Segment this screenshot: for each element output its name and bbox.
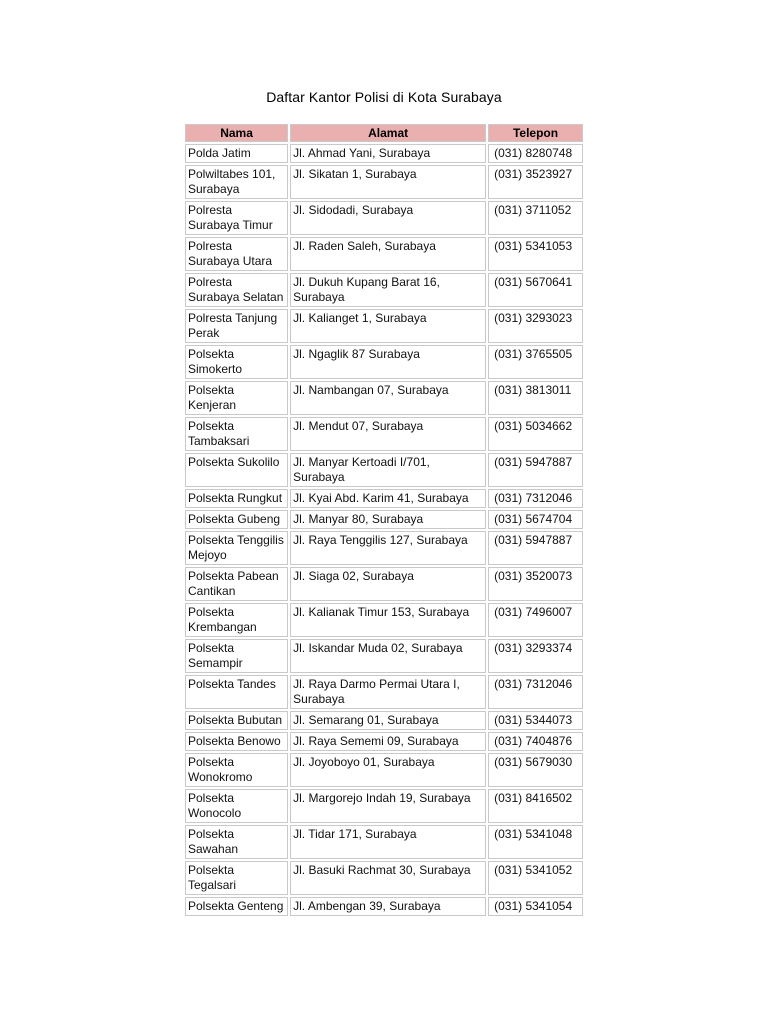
cell-alamat: Jl. Ambengan 39, Surabaya [290, 897, 486, 916]
cell-nama: Polsekta Sukolilo [185, 453, 288, 487]
cell-nama: Polwiltabes 101, Surabaya [185, 165, 288, 199]
table-row [185, 201, 583, 235]
cell-nama: Polsekta Tegalsari [185, 861, 288, 895]
table-row [185, 639, 583, 673]
cell-alamat: Jl. Raya Tenggilis 127, Surabaya [290, 531, 486, 565]
cell-telepon: (031) 7496007 [488, 603, 583, 637]
cell-alamat: Jl. Siaga 02, Surabaya [290, 567, 486, 601]
cell-nama: Polsekta Rungkut [185, 489, 288, 508]
cell-alamat: Jl. Joyoboyo 01, Surabaya [290, 753, 486, 787]
cell-alamat: Jl. Kalianak Timur 153, Surabaya [290, 603, 486, 637]
cell-alamat: Jl. Dukuh Kupang Barat 16, Surabaya [290, 273, 486, 307]
cell-alamat: Jl. Mendut 07, Surabaya [290, 417, 486, 451]
table-row [185, 825, 583, 859]
cell-nama: Polsekta Tandes [185, 675, 288, 709]
cell-alamat: Jl. Semarang 01, Surabaya [290, 711, 486, 730]
table-row [185, 345, 583, 379]
cell-alamat: Jl. Raya Sememi 09, Surabaya [290, 732, 486, 751]
table-row [185, 861, 583, 895]
cell-alamat: Jl. Sikatan 1, Surabaya [290, 165, 486, 199]
cell-telepon: (031) 3813011 [488, 381, 583, 415]
cell-nama: Polsekta Gubeng [185, 510, 288, 529]
cell-nama: Polsekta Tambaksari [185, 417, 288, 451]
cell-telepon: (031) 3293023 [488, 309, 583, 343]
cell-telepon: (031) 7312046 [488, 489, 583, 508]
cell-alamat: Jl. Raden Saleh, Surabaya [290, 237, 486, 271]
cell-nama: Polresta Surabaya Utara [185, 237, 288, 271]
cell-nama: Polresta Surabaya Timur [185, 201, 288, 235]
table-row [185, 510, 583, 529]
column-header-telepon: Telepon [488, 124, 583, 142]
cell-telepon: (031) 5034662 [488, 417, 583, 451]
cell-nama: Polsekta Pabean Cantikan [185, 567, 288, 601]
cell-nama: Polsekta Sawahan [185, 825, 288, 859]
cell-alamat: Jl. Ahmad Yani, Surabaya [290, 144, 486, 163]
cell-nama: Polsekta Semampir [185, 639, 288, 673]
cell-alamat: Jl. Raya Darmo Permai Utara I, Surabaya [290, 675, 486, 709]
cell-telepon: (031) 5679030 [488, 753, 583, 787]
cell-alamat: Jl. Manyar 80, Surabaya [290, 510, 486, 529]
cell-alamat: Jl. Basuki Rachmat 30, Surabaya [290, 861, 486, 895]
cell-telepon: (031) 5344073 [488, 711, 583, 730]
cell-alamat: Jl. Manyar Kertoadi I/701, Surabaya [290, 453, 486, 487]
cell-telepon: (031) 3765505 [488, 345, 583, 379]
table-row [185, 897, 583, 916]
cell-telepon: (031) 8280748 [488, 144, 583, 163]
column-header-nama: Nama [185, 124, 288, 142]
cell-nama: Polsekta Genteng [185, 897, 288, 916]
cell-telepon: (031) 3523927 [488, 165, 583, 199]
table-header-row [185, 124, 583, 142]
cell-telepon: (031) 5341052 [488, 861, 583, 895]
table-row [185, 417, 583, 451]
cell-nama: Polsekta Benowo [185, 732, 288, 751]
table-row [185, 381, 583, 415]
cell-nama: Polsekta Simokerto [185, 345, 288, 379]
cell-telepon: (031) 3293374 [488, 639, 583, 673]
cell-telepon: (031) 5341054 [488, 897, 583, 916]
cell-alamat: Jl. Margorejo Indah 19, Surabaya [290, 789, 486, 823]
table-body [185, 144, 583, 916]
cell-telepon: (031) 7312046 [488, 675, 583, 709]
cell-alamat: Jl. Nambangan 07, Surabaya [290, 381, 486, 415]
cell-telepon: (031) 7404876 [488, 732, 583, 751]
cell-alamat: Jl. Kalianget 1, Surabaya [290, 309, 486, 343]
cell-nama: Polsekta Wonocolo [185, 789, 288, 823]
table-row [185, 732, 583, 751]
table-row [185, 603, 583, 637]
cell-nama: Polresta Surabaya Selatan [185, 273, 288, 307]
cell-nama: Polresta Tanjung Perak [185, 309, 288, 343]
table-row [185, 567, 583, 601]
table-row [185, 144, 583, 163]
cell-alamat: Jl. Ngaglik 87 Surabaya [290, 345, 486, 379]
cell-telepon: (031) 5674704 [488, 510, 583, 529]
table-row [185, 165, 583, 199]
table-row [185, 309, 583, 343]
cell-telepon: (031) 5341053 [488, 237, 583, 271]
cell-nama: Polsekta Tenggilis Mejoyo [185, 531, 288, 565]
table-row [185, 489, 583, 508]
table-row [185, 789, 583, 823]
cell-alamat: Jl. Sidodadi, Surabaya [290, 201, 486, 235]
police-office-table [183, 122, 585, 918]
page-title: Daftar Kantor Polisi di Kota Surabaya [266, 89, 502, 105]
cell-telepon: (031) 3711052 [488, 201, 583, 235]
table-row [185, 531, 583, 565]
cell-telepon: (031) 5947887 [488, 453, 583, 487]
cell-alamat: Jl. Kyai Abd. Karim 41, Surabaya [290, 489, 486, 508]
table-row [185, 273, 583, 307]
cell-telepon: (031) 3520073 [488, 567, 583, 601]
cell-nama: Polsekta Krembangan [185, 603, 288, 637]
cell-nama: Polsekta Kenjeran [185, 381, 288, 415]
cell-telepon: (031) 8416502 [488, 789, 583, 823]
table-row [185, 711, 583, 730]
table-row [185, 453, 583, 487]
cell-alamat: Jl. Tidar 171, Surabaya [290, 825, 486, 859]
cell-telepon: (031) 5341048 [488, 825, 583, 859]
cell-nama: Polsekta Bubutan [185, 711, 288, 730]
cell-alamat: Jl. Iskandar Muda 02, Surabaya [290, 639, 486, 673]
table-row [185, 237, 583, 271]
cell-telepon: (031) 5947887 [488, 531, 583, 565]
cell-nama: Polsekta Wonokromo [185, 753, 288, 787]
table-row [185, 675, 583, 709]
column-header-alamat: Alamat [290, 124, 486, 142]
table-row [185, 753, 583, 787]
cell-telepon: (031) 5670641 [488, 273, 583, 307]
cell-nama: Polda Jatim [185, 144, 288, 163]
